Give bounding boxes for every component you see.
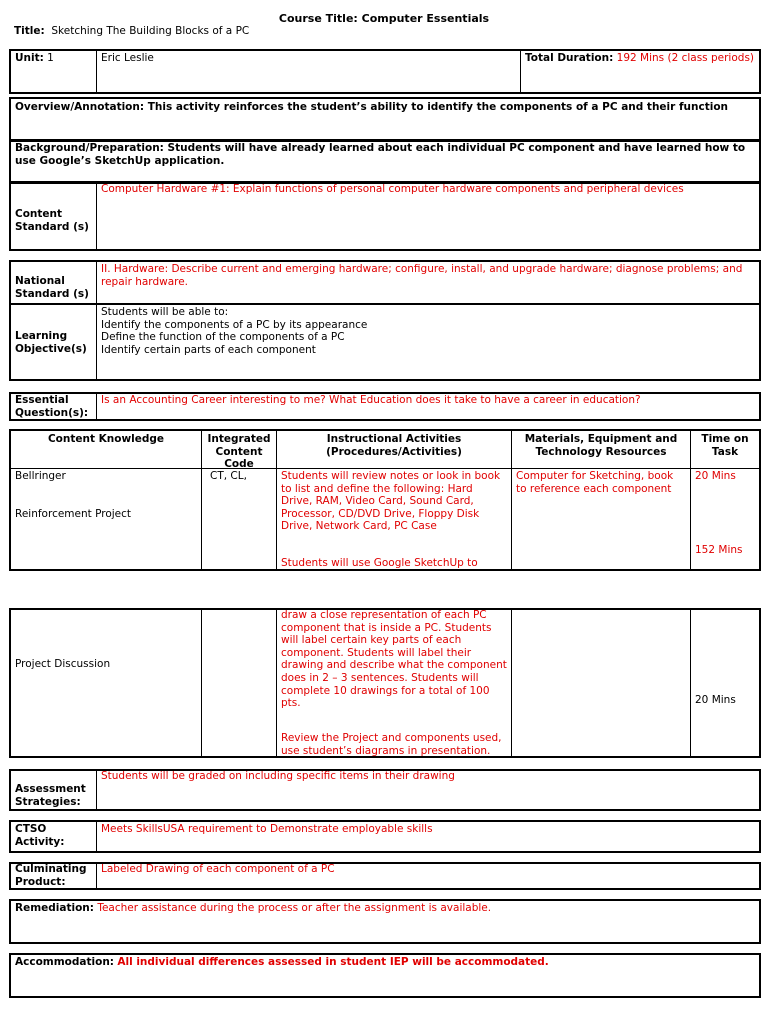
accommodation-label: Accommodation: [15, 956, 114, 968]
objective-line: Students will be able to: [101, 306, 229, 318]
knowledge-project-discussion: Project Discussion [15, 658, 111, 670]
essential-question-value: Is an Accounting Career interesting to me? What Education does it take to have a career in education? [101, 394, 641, 406]
unit-label: Unit: [15, 52, 44, 64]
header-content-knowledge: Content Knowledge [47, 433, 165, 445]
objective-line: Identify certain parts of each component [101, 343, 316, 356]
header-instructional-activities: Instructional Activities (Procedures/Activities) [326, 433, 462, 458]
overview-text: Overview/Annotation: This activity reinforces the student’s ability to identify the components of a PC and their function [15, 101, 729, 113]
learning-objectives-label: Learning Objective(s) [15, 330, 87, 355]
time-discussion: 20 Mins [695, 694, 736, 706]
activities-sketchup: Students will use Google SketchUp to [281, 557, 478, 569]
duration-cell [521, 50, 759, 67]
accommodation-text [11, 954, 759, 971]
author-name: Eric Leslie [101, 52, 154, 64]
remediation-label: Remediation: [15, 902, 94, 914]
culminating-label: Culminating Product: [15, 863, 87, 888]
time-project: 152 Mins [695, 544, 743, 556]
content-standard-value: Computer Hardware #1: Explain functions of personal computer hardware components and peripheral devices [101, 183, 684, 195]
culminating-value: Labeled Drawing of each component of a PC [101, 863, 335, 875]
objective-line: Identify the components of a PC by its appearance [101, 318, 368, 331]
activities-review: Review the Project and components used, use student’s diagrams in presentation. [281, 732, 502, 757]
ctso-label: CTSO Activity: [15, 823, 65, 848]
knowledge-reinforcement: Reinforcement Project [15, 508, 132, 520]
time-bellringer: 20 Mins [695, 470, 736, 482]
assessment-value: Students will be graded on including specific items in their drawing [101, 770, 455, 782]
content-standard-label: Content Standard (s) [15, 208, 89, 233]
unit-cell [11, 50, 96, 67]
lesson-title [14, 25, 249, 38]
integrated-code-value: CT, CL, [210, 470, 247, 482]
title-value: Sketching The Building Blocks of a PC [51, 25, 250, 37]
learning-objectives-list [97, 304, 757, 358]
activities-bellringer: Students will review notes or look in book to list and define the following: Hard Drive, RAM, Video Card, Sound Card, Processor, CD/DVD Drive, Floppy Disk Drive, Network Card, PC Case [281, 470, 501, 533]
knowledge-bellringer: Bellringer [15, 470, 66, 482]
unit-value: 1 [47, 52, 54, 64]
national-standard-label: National Standard (s) [15, 275, 89, 300]
ctso-value: Meets SkillsUSA requirement to Demonstrate employable skills [101, 823, 433, 835]
essential-question-label: Essential Question(s): [15, 394, 89, 419]
objective-line: Define the function of the components of a PC [101, 331, 345, 344]
header-integrated-code: Integrated Content Code [207, 433, 271, 471]
remediation-text [11, 900, 759, 917]
accommodation-value: All individual differences assessed in student IEP will be accommodated. [117, 956, 549, 968]
remediation-value: Teacher assistance during the process or after the assignment is available. [97, 902, 492, 914]
title-label: Title: [14, 25, 45, 37]
duration-label: Total Duration: [525, 52, 614, 64]
course-title: Course Title: Computer Essentials [278, 12, 490, 25]
activities-drawing: draw a close representation of each PC component that is inside a PC. Students will label certain key parts of each component. Students will label their drawing and describe what the component does in 2 – 3 sentences. Students will complete 10 drawings for a total of 100 pts. [281, 609, 507, 710]
materials-value: Computer for Sketching, book to reference each component [516, 470, 674, 495]
national-standard-value: II. Hardware: Describe current and emerging hardware; configure, install, and upgrade hardware; diagnose problems; and repair hardware. [101, 263, 743, 288]
background-text: Background/Preparation: Students will have already learned about each individual PC component and have learned how to use Google’s SketchUp application. [15, 142, 746, 167]
header-time: Time on Task [701, 433, 749, 458]
header-materials: Materials, Equipment and Technology Resources [524, 433, 678, 458]
assessment-label: Assessment Strategies: [15, 783, 86, 808]
duration-value: 192 Mins (2 class periods) [616, 52, 755, 64]
